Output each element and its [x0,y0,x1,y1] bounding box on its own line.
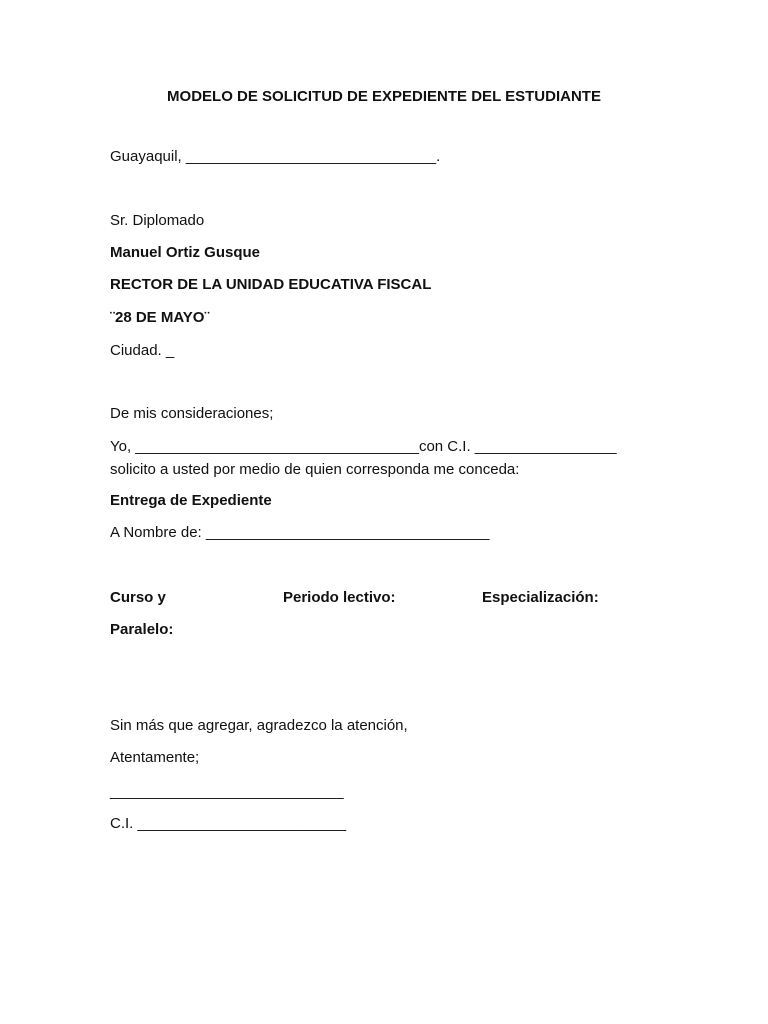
greeting: De mis consideraciones; [110,405,274,422]
closing-sign-off: Atentamente; [110,749,200,766]
student-name-line: A Nombre de: __________________________________ [110,524,490,541]
parallel-label: Paralelo: [110,621,174,638]
closing-thanks: Sin más que agregar, agradezco la atención, [110,717,408,734]
recipient-institution: ¨28 DE MAYO¨ [110,309,210,326]
recipient-position: RECTOR DE LA UNIDAD EDUCATIVA FISCAL [110,276,432,293]
course-label: Curso y [110,589,166,606]
body-line-request: solicito a usted por medio de quien corresponda me conceda: [110,461,520,478]
recipient-city: Ciudad. _ [110,342,175,359]
specialization-label: Especialización: [482,589,599,606]
body-line-identity: Yo, __________________________________con C.I. _________________ [110,438,617,455]
request-type: Entrega de Expediente [110,492,272,509]
document-title: MODELO DE SOLICITUD DE EXPEDIENTE DEL ESTUDIANTE [167,88,601,105]
period-label: Periodo lectivo: [283,589,396,606]
signature-line: ____________________________ [110,783,344,800]
recipient-honorific: Sr. Diplomado [110,212,205,229]
recipient-name: Manuel Ortiz Gusque [110,244,261,261]
place-date-line: Guayaquil, ______________________________. [110,148,441,165]
id-number-line: C.I. _________________________ [110,815,347,832]
